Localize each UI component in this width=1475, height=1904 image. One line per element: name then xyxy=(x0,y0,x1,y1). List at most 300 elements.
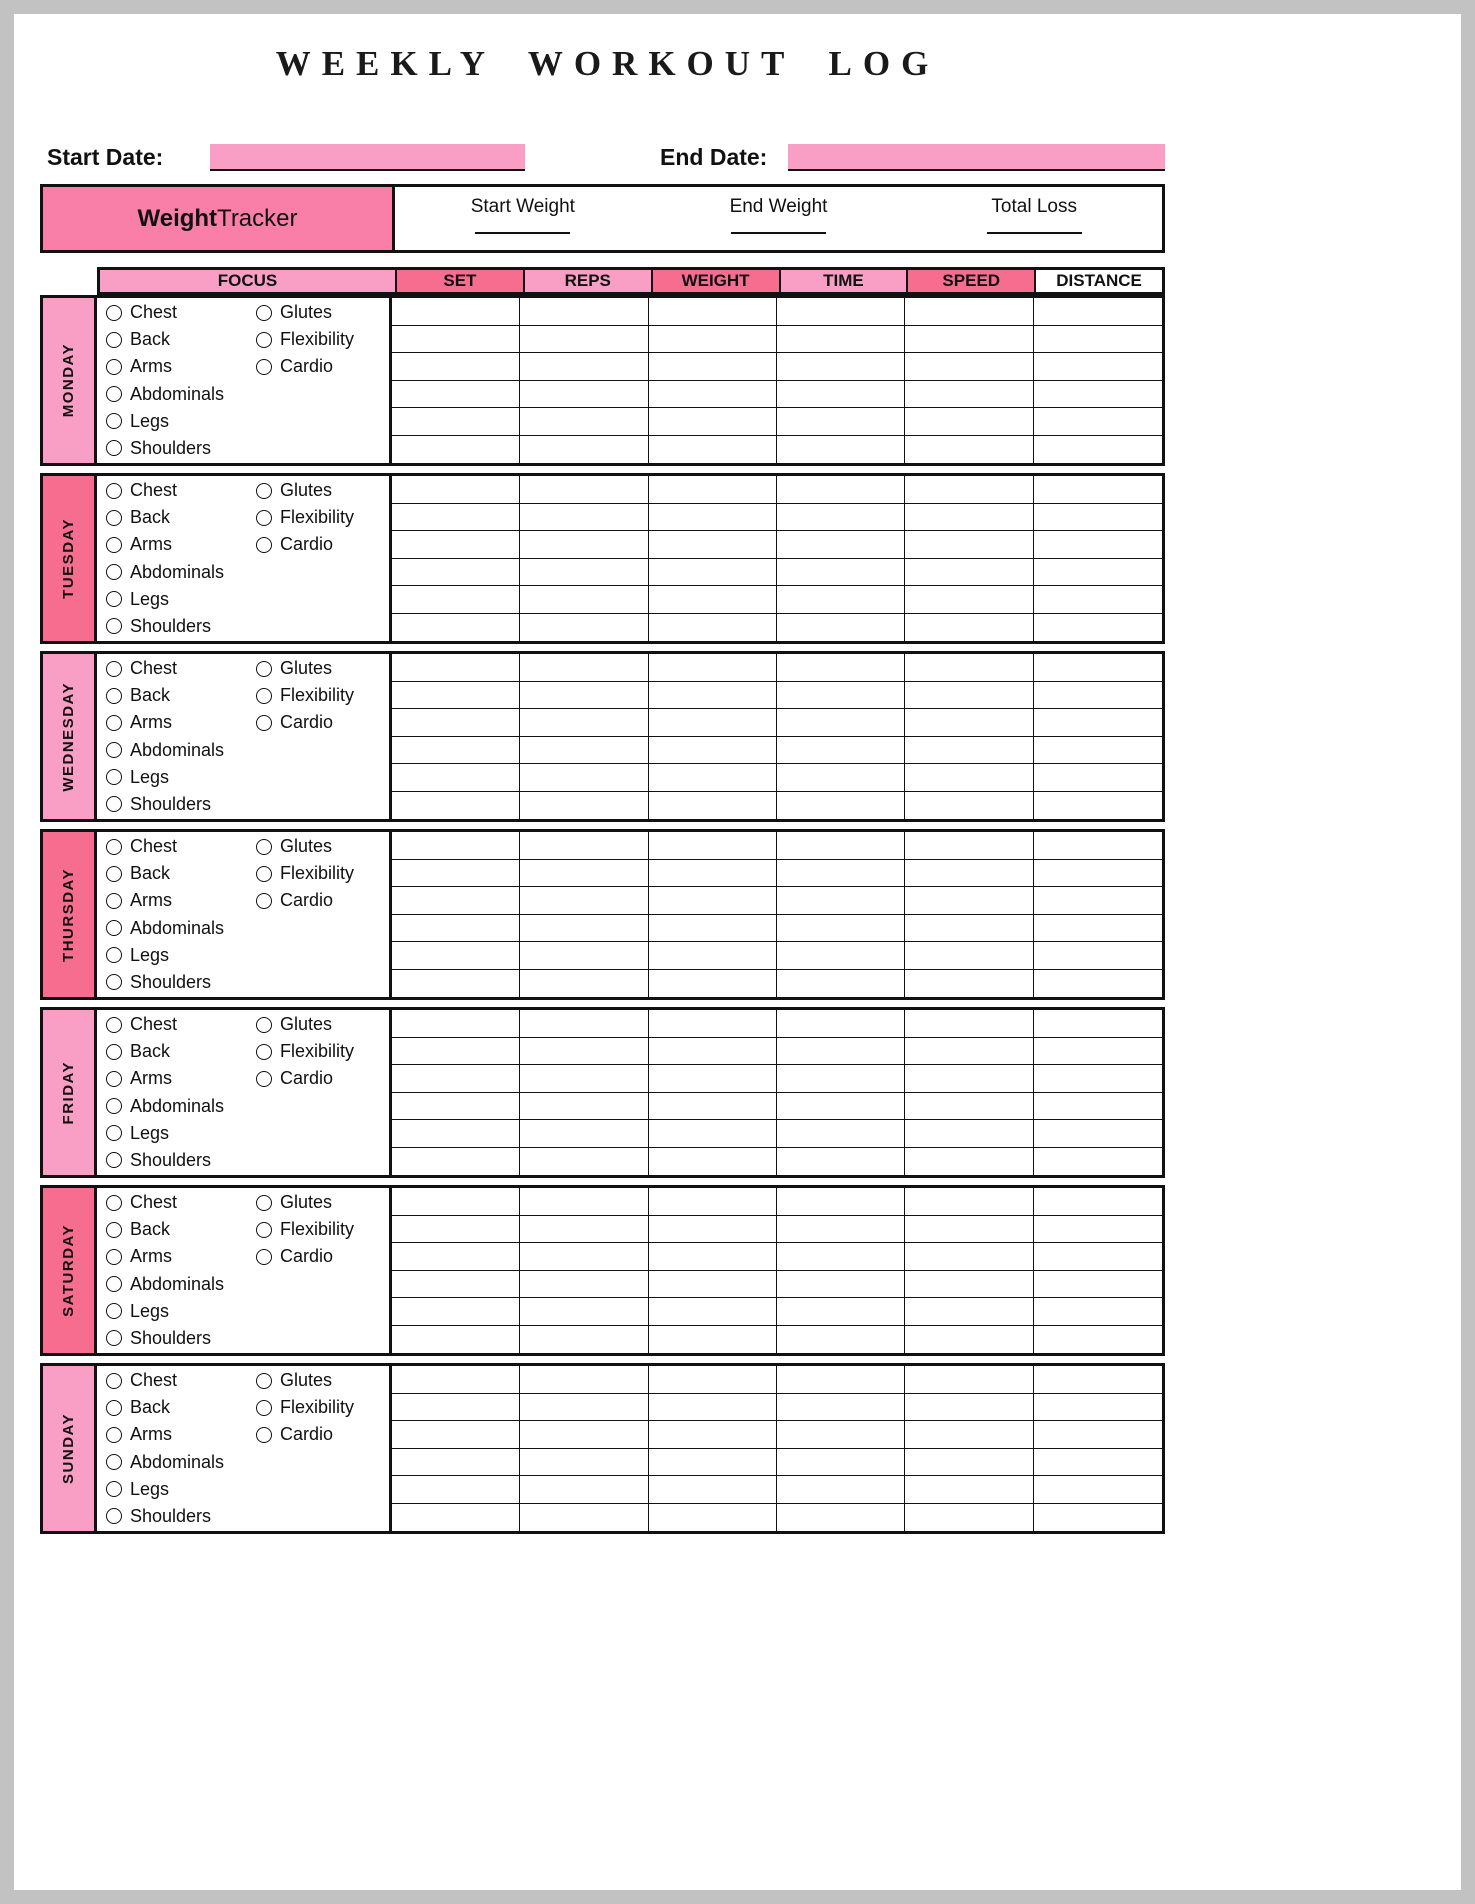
radio-circle[interactable] xyxy=(106,893,122,909)
grid-cell[interactable] xyxy=(392,586,520,614)
grid-cell[interactable] xyxy=(649,1298,777,1326)
radio-circle[interactable] xyxy=(106,483,122,499)
grid-cell[interactable] xyxy=(520,1148,648,1176)
grid-cell[interactable] xyxy=(649,1366,777,1394)
grid-cell[interactable] xyxy=(392,970,520,998)
grid-cell[interactable] xyxy=(520,654,648,682)
grid-cell[interactable] xyxy=(392,1188,520,1216)
grid-cell[interactable] xyxy=(649,942,777,970)
grid-cell[interactable] xyxy=(649,1148,777,1176)
grid-cell[interactable] xyxy=(649,1038,777,1066)
grid-cell[interactable] xyxy=(520,1120,648,1148)
grid-cell[interactable] xyxy=(1034,709,1162,737)
grid-cell[interactable] xyxy=(649,970,777,998)
grid-cell[interactable] xyxy=(520,476,648,504)
grid-cell[interactable] xyxy=(649,353,777,381)
radio-circle[interactable] xyxy=(256,839,272,855)
grid-cell[interactable] xyxy=(649,531,777,559)
grid-cell[interactable] xyxy=(905,1148,1033,1176)
grid-cell[interactable] xyxy=(392,614,520,642)
grid-cell[interactable] xyxy=(392,531,520,559)
grid-cell[interactable] xyxy=(1034,792,1162,820)
grid-cell[interactable] xyxy=(1034,1298,1162,1326)
radio-circle[interactable] xyxy=(106,1508,122,1524)
grid-cell[interactable] xyxy=(392,1243,520,1271)
grid-cell[interactable] xyxy=(905,682,1033,710)
radio-circle[interactable] xyxy=(106,1249,122,1265)
radio-circle[interactable] xyxy=(106,359,122,375)
grid-cell[interactable] xyxy=(649,737,777,765)
grid-cell[interactable] xyxy=(649,1188,777,1216)
grid-cell[interactable] xyxy=(1034,1010,1162,1038)
grid-cell[interactable] xyxy=(520,1038,648,1066)
grid-cell[interactable] xyxy=(777,887,905,915)
start-weight-field[interactable] xyxy=(475,232,570,234)
grid-cell[interactable] xyxy=(392,764,520,792)
grid-cell[interactable] xyxy=(777,1120,905,1148)
grid-cell[interactable] xyxy=(520,614,648,642)
radio-circle[interactable] xyxy=(256,1373,272,1389)
grid-cell[interactable] xyxy=(392,887,520,915)
grid-cell[interactable] xyxy=(649,381,777,409)
grid-cell[interactable] xyxy=(1034,559,1162,587)
grid-cell[interactable] xyxy=(392,1120,520,1148)
grid-cell[interactable] xyxy=(520,1243,648,1271)
radio-circle[interactable] xyxy=(256,510,272,526)
grid-cell[interactable] xyxy=(777,737,905,765)
grid-cell[interactable] xyxy=(1034,1148,1162,1176)
grid-cell[interactable] xyxy=(1034,1366,1162,1394)
grid-cell[interactable] xyxy=(777,559,905,587)
grid-cell[interactable] xyxy=(777,764,905,792)
grid-cell[interactable] xyxy=(1034,408,1162,436)
grid-cell[interactable] xyxy=(1034,1188,1162,1216)
grid-cell[interactable] xyxy=(1034,682,1162,710)
grid-cell[interactable] xyxy=(905,1421,1033,1449)
radio-circle[interactable] xyxy=(106,1276,122,1292)
end-date-input[interactable] xyxy=(788,144,1165,171)
grid-cell[interactable] xyxy=(1034,1065,1162,1093)
grid-cell[interactable] xyxy=(649,1476,777,1504)
grid-cell[interactable] xyxy=(520,1449,648,1477)
radio-circle[interactable] xyxy=(256,1044,272,1060)
grid-cell[interactable] xyxy=(1034,654,1162,682)
grid-cell[interactable] xyxy=(520,1366,648,1394)
radio-circle[interactable] xyxy=(256,688,272,704)
grid-cell[interactable] xyxy=(905,1243,1033,1271)
grid-cell[interactable] xyxy=(520,586,648,614)
grid-cell[interactable] xyxy=(777,1271,905,1299)
grid-cell[interactable] xyxy=(649,476,777,504)
grid-cell[interactable] xyxy=(649,1394,777,1422)
grid-cell[interactable] xyxy=(777,832,905,860)
grid-cell[interactable] xyxy=(392,942,520,970)
grid-cell[interactable] xyxy=(1034,1394,1162,1422)
grid-cell[interactable] xyxy=(777,915,905,943)
grid-cell[interactable] xyxy=(392,682,520,710)
grid-cell[interactable] xyxy=(520,1093,648,1121)
grid-cell[interactable] xyxy=(649,915,777,943)
grid-cell[interactable] xyxy=(1034,1504,1162,1532)
grid-cell[interactable] xyxy=(520,1010,648,1038)
grid-cell[interactable] xyxy=(905,1065,1033,1093)
grid-cell[interactable] xyxy=(777,1326,905,1354)
grid-cell[interactable] xyxy=(649,326,777,354)
grid-cell[interactable] xyxy=(777,682,905,710)
grid-cell[interactable] xyxy=(649,559,777,587)
grid-cell[interactable] xyxy=(905,942,1033,970)
grid-cell[interactable] xyxy=(1034,531,1162,559)
radio-circle[interactable] xyxy=(106,537,122,553)
grid-cell[interactable] xyxy=(520,970,648,998)
grid-cell[interactable] xyxy=(1034,1038,1162,1066)
grid-cell[interactable] xyxy=(392,1449,520,1477)
grid-cell[interactable] xyxy=(1034,326,1162,354)
grid-cell[interactable] xyxy=(777,436,905,464)
grid-cell[interactable] xyxy=(520,531,648,559)
grid-cell[interactable] xyxy=(905,408,1033,436)
radio-circle[interactable] xyxy=(106,796,122,812)
radio-circle[interactable] xyxy=(106,974,122,990)
grid-cell[interactable] xyxy=(392,1366,520,1394)
grid-cell[interactable] xyxy=(649,298,777,326)
grid-cell[interactable] xyxy=(520,737,648,765)
grid-cell[interactable] xyxy=(520,1065,648,1093)
total-loss-field[interactable] xyxy=(987,232,1082,234)
radio-circle[interactable] xyxy=(256,1195,272,1211)
grid-cell[interactable] xyxy=(905,504,1033,532)
grid-cell[interactable] xyxy=(905,915,1033,943)
grid-cell[interactable] xyxy=(649,1065,777,1093)
grid-cell[interactable] xyxy=(649,860,777,888)
grid-cell[interactable] xyxy=(1034,436,1162,464)
grid-cell[interactable] xyxy=(777,1188,905,1216)
grid-cell[interactable] xyxy=(777,1421,905,1449)
radio-circle[interactable] xyxy=(256,1249,272,1265)
radio-circle[interactable] xyxy=(106,510,122,526)
grid-cell[interactable] xyxy=(392,1298,520,1326)
radio-circle[interactable] xyxy=(106,1071,122,1087)
grid-cell[interactable] xyxy=(905,436,1033,464)
grid-cell[interactable] xyxy=(392,559,520,587)
grid-cell[interactable] xyxy=(777,1449,905,1477)
grid-cell[interactable] xyxy=(1034,915,1162,943)
radio-circle[interactable] xyxy=(256,661,272,677)
grid-cell[interactable] xyxy=(905,887,1033,915)
grid-cell[interactable] xyxy=(520,1188,648,1216)
grid-cell[interactable] xyxy=(1034,970,1162,998)
grid-cell[interactable] xyxy=(392,1504,520,1532)
grid-cell[interactable] xyxy=(520,408,648,436)
radio-circle[interactable] xyxy=(256,1427,272,1443)
radio-circle[interactable] xyxy=(106,742,122,758)
end-weight-field[interactable] xyxy=(731,232,826,234)
radio-circle[interactable] xyxy=(106,947,122,963)
radio-circle[interactable] xyxy=(106,1152,122,1168)
grid-cell[interactable] xyxy=(649,586,777,614)
radio-circle[interactable] xyxy=(106,688,122,704)
grid-cell[interactable] xyxy=(649,436,777,464)
grid-cell[interactable] xyxy=(649,682,777,710)
grid-cell[interactable] xyxy=(520,504,648,532)
grid-cell[interactable] xyxy=(392,654,520,682)
grid-cell[interactable] xyxy=(392,792,520,820)
grid-cell[interactable] xyxy=(1034,737,1162,765)
grid-cell[interactable] xyxy=(392,1476,520,1504)
grid-cell[interactable] xyxy=(649,1093,777,1121)
grid-cell[interactable] xyxy=(392,298,520,326)
grid-cell[interactable] xyxy=(520,1394,648,1422)
grid-cell[interactable] xyxy=(905,1449,1033,1477)
grid-cell[interactable] xyxy=(905,1298,1033,1326)
grid-cell[interactable] xyxy=(649,1120,777,1148)
grid-cell[interactable] xyxy=(905,832,1033,860)
grid-cell[interactable] xyxy=(905,353,1033,381)
grid-cell[interactable] xyxy=(649,792,777,820)
grid-cell[interactable] xyxy=(905,1188,1033,1216)
grid-cell[interactable] xyxy=(905,1326,1033,1354)
grid-cell[interactable] xyxy=(1034,1120,1162,1148)
grid-cell[interactable] xyxy=(1034,1216,1162,1244)
grid-cell[interactable] xyxy=(905,1271,1033,1299)
grid-cell[interactable] xyxy=(392,1038,520,1066)
grid-cell[interactable] xyxy=(649,1326,777,1354)
grid-cell[interactable] xyxy=(905,792,1033,820)
radio-circle[interactable] xyxy=(106,920,122,936)
grid-cell[interactable] xyxy=(777,1366,905,1394)
grid-cell[interactable] xyxy=(777,1216,905,1244)
grid-cell[interactable] xyxy=(777,860,905,888)
grid-cell[interactable] xyxy=(520,915,648,943)
radio-circle[interactable] xyxy=(256,1071,272,1087)
grid-cell[interactable] xyxy=(520,832,648,860)
grid-cell[interactable] xyxy=(905,1010,1033,1038)
radio-circle[interactable] xyxy=(106,1098,122,1114)
grid-cell[interactable] xyxy=(392,504,520,532)
grid-cell[interactable] xyxy=(777,381,905,409)
grid-cell[interactable] xyxy=(777,1243,905,1271)
grid-cell[interactable] xyxy=(649,1243,777,1271)
grid-cell[interactable] xyxy=(520,1504,648,1532)
grid-cell[interactable] xyxy=(905,614,1033,642)
grid-cell[interactable] xyxy=(649,1216,777,1244)
grid-cell[interactable] xyxy=(649,832,777,860)
radio-circle[interactable] xyxy=(256,715,272,731)
grid-cell[interactable] xyxy=(905,764,1033,792)
radio-circle[interactable] xyxy=(106,866,122,882)
grid-cell[interactable] xyxy=(392,915,520,943)
grid-cell[interactable] xyxy=(905,654,1033,682)
grid-cell[interactable] xyxy=(649,764,777,792)
radio-circle[interactable] xyxy=(106,305,122,321)
start-date-input[interactable] xyxy=(210,144,525,171)
grid-cell[interactable] xyxy=(392,860,520,888)
grid-cell[interactable] xyxy=(1034,476,1162,504)
grid-cell[interactable] xyxy=(520,381,648,409)
grid-cell[interactable] xyxy=(777,1298,905,1326)
grid-cell[interactable] xyxy=(777,476,905,504)
grid-cell[interactable] xyxy=(777,326,905,354)
grid-cell[interactable] xyxy=(392,1271,520,1299)
radio-circle[interactable] xyxy=(256,893,272,909)
grid-cell[interactable] xyxy=(392,1093,520,1121)
grid-cell[interactable] xyxy=(777,353,905,381)
grid-cell[interactable] xyxy=(520,353,648,381)
grid-cell[interactable] xyxy=(1034,1326,1162,1354)
grid-cell[interactable] xyxy=(777,1010,905,1038)
grid-cell[interactable] xyxy=(1034,1476,1162,1504)
grid-cell[interactable] xyxy=(1034,504,1162,532)
grid-cell[interactable] xyxy=(649,654,777,682)
radio-circle[interactable] xyxy=(106,1373,122,1389)
grid-cell[interactable] xyxy=(392,1148,520,1176)
grid-cell[interactable] xyxy=(905,381,1033,409)
grid-cell[interactable] xyxy=(520,298,648,326)
grid-cell[interactable] xyxy=(777,709,905,737)
radio-circle[interactable] xyxy=(106,1303,122,1319)
grid-cell[interactable] xyxy=(649,1010,777,1038)
grid-cell[interactable] xyxy=(520,1476,648,1504)
grid-cell[interactable] xyxy=(392,326,520,354)
radio-circle[interactable] xyxy=(256,537,272,553)
grid-cell[interactable] xyxy=(649,709,777,737)
grid-cell[interactable] xyxy=(392,436,520,464)
grid-cell[interactable] xyxy=(520,792,648,820)
grid-cell[interactable] xyxy=(777,504,905,532)
radio-circle[interactable] xyxy=(256,1222,272,1238)
radio-circle[interactable] xyxy=(106,1195,122,1211)
grid-cell[interactable] xyxy=(392,353,520,381)
radio-circle[interactable] xyxy=(106,1454,122,1470)
grid-cell[interactable] xyxy=(905,326,1033,354)
grid-cell[interactable] xyxy=(520,682,648,710)
grid-cell[interactable] xyxy=(520,887,648,915)
grid-cell[interactable] xyxy=(777,1065,905,1093)
radio-circle[interactable] xyxy=(106,332,122,348)
grid-cell[interactable] xyxy=(777,1148,905,1176)
radio-circle[interactable] xyxy=(106,413,122,429)
grid-cell[interactable] xyxy=(1034,832,1162,860)
radio-circle[interactable] xyxy=(106,564,122,580)
grid-cell[interactable] xyxy=(905,476,1033,504)
grid-cell[interactable] xyxy=(392,1010,520,1038)
grid-cell[interactable] xyxy=(1034,887,1162,915)
grid-cell[interactable] xyxy=(649,1449,777,1477)
grid-cell[interactable] xyxy=(777,1093,905,1121)
grid-cell[interactable] xyxy=(777,408,905,436)
grid-cell[interactable] xyxy=(392,1421,520,1449)
grid-cell[interactable] xyxy=(905,709,1033,737)
grid-cell[interactable] xyxy=(649,614,777,642)
radio-circle[interactable] xyxy=(256,332,272,348)
radio-circle[interactable] xyxy=(256,483,272,499)
grid-cell[interactable] xyxy=(905,298,1033,326)
grid-cell[interactable] xyxy=(905,1216,1033,1244)
grid-cell[interactable] xyxy=(777,792,905,820)
grid-cell[interactable] xyxy=(520,764,648,792)
grid-cell[interactable] xyxy=(905,559,1033,587)
grid-cell[interactable] xyxy=(1034,764,1162,792)
radio-circle[interactable] xyxy=(106,1481,122,1497)
grid-cell[interactable] xyxy=(905,1394,1033,1422)
grid-cell[interactable] xyxy=(777,531,905,559)
radio-circle[interactable] xyxy=(106,440,122,456)
grid-cell[interactable] xyxy=(905,1120,1033,1148)
grid-cell[interactable] xyxy=(905,1038,1033,1066)
radio-circle[interactable] xyxy=(106,618,122,634)
radio-circle[interactable] xyxy=(106,1427,122,1443)
radio-circle[interactable] xyxy=(256,1017,272,1033)
radio-circle[interactable] xyxy=(106,769,122,785)
grid-cell[interactable] xyxy=(1034,1421,1162,1449)
grid-cell[interactable] xyxy=(392,1065,520,1093)
radio-circle[interactable] xyxy=(106,1125,122,1141)
radio-circle[interactable] xyxy=(106,1330,122,1346)
grid-cell[interactable] xyxy=(905,531,1033,559)
radio-circle[interactable] xyxy=(106,591,122,607)
grid-cell[interactable] xyxy=(520,942,648,970)
grid-cell[interactable] xyxy=(905,586,1033,614)
grid-cell[interactable] xyxy=(905,1093,1033,1121)
radio-circle[interactable] xyxy=(256,305,272,321)
grid-cell[interactable] xyxy=(392,1326,520,1354)
grid-cell[interactable] xyxy=(520,1216,648,1244)
grid-cell[interactable] xyxy=(1034,614,1162,642)
grid-cell[interactable] xyxy=(1034,353,1162,381)
grid-cell[interactable] xyxy=(649,1271,777,1299)
grid-cell[interactable] xyxy=(777,298,905,326)
grid-cell[interactable] xyxy=(392,832,520,860)
grid-cell[interactable] xyxy=(777,942,905,970)
grid-cell[interactable] xyxy=(905,970,1033,998)
radio-circle[interactable] xyxy=(256,1400,272,1416)
grid-cell[interactable] xyxy=(649,1504,777,1532)
radio-circle[interactable] xyxy=(256,359,272,375)
grid-cell[interactable] xyxy=(392,709,520,737)
grid-cell[interactable] xyxy=(905,860,1033,888)
grid-cell[interactable] xyxy=(520,709,648,737)
grid-cell[interactable] xyxy=(1034,298,1162,326)
grid-cell[interactable] xyxy=(905,1366,1033,1394)
grid-cell[interactable] xyxy=(905,1504,1033,1532)
grid-cell[interactable] xyxy=(1034,381,1162,409)
grid-cell[interactable] xyxy=(1034,1243,1162,1271)
grid-cell[interactable] xyxy=(1034,1449,1162,1477)
grid-cell[interactable] xyxy=(1034,1093,1162,1121)
grid-cell[interactable] xyxy=(905,1476,1033,1504)
grid-cell[interactable] xyxy=(1034,1271,1162,1299)
grid-cell[interactable] xyxy=(649,408,777,436)
radio-circle[interactable] xyxy=(106,661,122,677)
grid-cell[interactable] xyxy=(649,1421,777,1449)
grid-cell[interactable] xyxy=(520,860,648,888)
grid-cell[interactable] xyxy=(777,1476,905,1504)
grid-cell[interactable] xyxy=(1034,586,1162,614)
radio-circle[interactable] xyxy=(106,1222,122,1238)
grid-cell[interactable] xyxy=(392,381,520,409)
grid-cell[interactable] xyxy=(520,1421,648,1449)
grid-cell[interactable] xyxy=(1034,860,1162,888)
grid-cell[interactable] xyxy=(520,1298,648,1326)
grid-cell[interactable] xyxy=(520,326,648,354)
grid-cell[interactable] xyxy=(777,1394,905,1422)
radio-circle[interactable] xyxy=(106,1044,122,1060)
grid-cell[interactable] xyxy=(392,737,520,765)
grid-cell[interactable] xyxy=(392,408,520,436)
radio-circle[interactable] xyxy=(106,839,122,855)
grid-cell[interactable] xyxy=(777,1038,905,1066)
grid-cell[interactable] xyxy=(905,737,1033,765)
